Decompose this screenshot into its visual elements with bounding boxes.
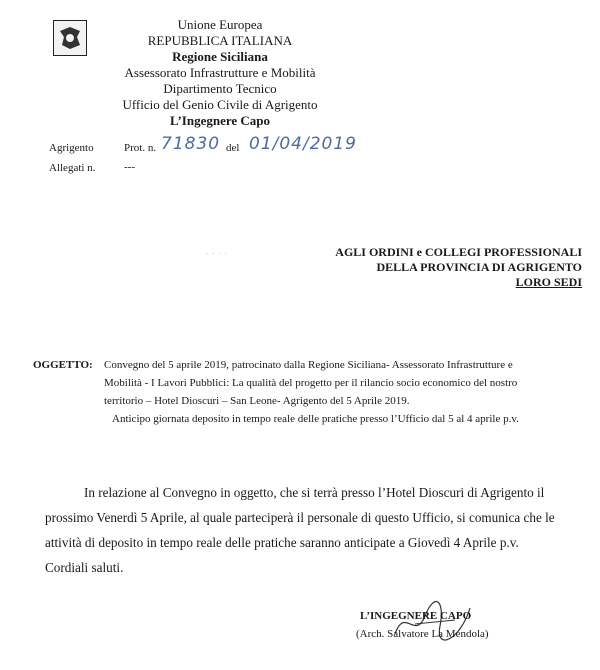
body-line-1: In relazione al Convegno in oggetto, che si terrà presso l’Hotel Dioscuri di Agrigento il [84, 485, 545, 500]
body-line-2: prossimo Venerdì 5 Aprile, al quale parteciperà il personale di questo Ufficio, si comunica che le [45, 510, 555, 525]
date-label: del [226, 142, 240, 154]
closing: Cordiali saluti. [45, 560, 124, 575]
recipient-line-3: LORO SEDI [515, 275, 582, 289]
letterhead-line-engineer: L’Ingegnere Capo [169, 113, 271, 128]
letterhead-line-department: Dipartimento Tecnico [163, 81, 277, 96]
letterhead-line-region: Regione Siciliana [172, 49, 268, 64]
attachments-value: --- [124, 161, 135, 173]
subject-line-4: Anticipo giornata deposito in tempo reale delle pratiche presso l’Ufficio dal 5 al 4 aprile p.v. [112, 413, 519, 425]
attachments-label: Allegati n. [49, 162, 96, 174]
prot-label: Prot. n. [124, 142, 157, 154]
subject-line-1: Convegno del 5 aprile 2019, patrocinato dalla Regione Siciliana- Assessorato Infrastrutture e [104, 359, 513, 371]
subject-line-2: Mobilità - I Lavori Pubblici: La qualità del progetto per il rilancio socio economico del nostro [104, 377, 518, 389]
signature-title: L’INGEGNERE CAPO [360, 610, 472, 622]
body-line-3: attività di deposito in tempo reale delle pratiche saranno anticipate a Giovedì 4 Aprile p.v. [45, 535, 519, 550]
letterhead-line-eu: Unione Europea [177, 17, 263, 32]
recipient-line-1: AGLI ORDINI e COLLEGI PROFESSIONALI [335, 245, 582, 259]
recipient-line-2: DELLA PROVINCIA DI AGRIGENTO [376, 260, 582, 274]
scan-mark: · · · · [205, 248, 228, 260]
signature-name: (Arch. Salvatore La Mendola) [356, 628, 489, 640]
date-value: 01/04/2019 [249, 134, 357, 154]
letterhead-line-republic: REPUBBLICA ITALIANA [147, 33, 293, 48]
regione-siciliana-logo [53, 20, 87, 56]
subject-label: OGGETTO: [33, 359, 93, 371]
letterhead-line-assessorato: Assessorato Infrastrutture e Mobilità [124, 65, 316, 80]
letterhead-line-office: Ufficio del Genio Civile di Agrigento [122, 97, 318, 112]
place-label: Agrigento [49, 142, 94, 154]
prot-number: 71830 [161, 134, 221, 154]
subject-line-3: territorio – Hotel Dioscuri – San Leone- Agrigento del 5 Aprile 2019. [104, 395, 410, 407]
